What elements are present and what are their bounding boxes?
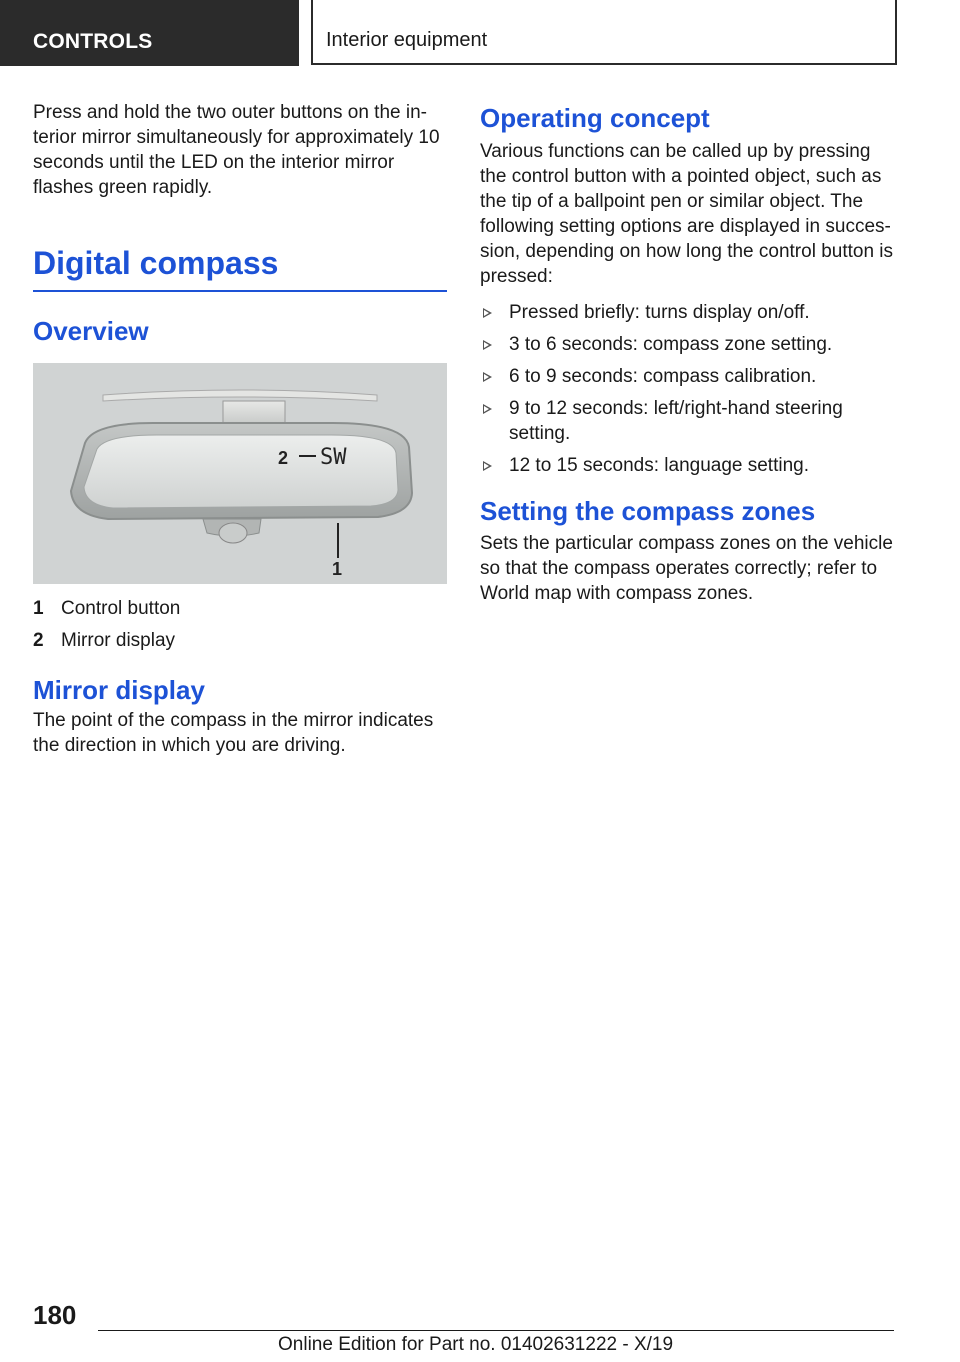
figure-legend [33, 593, 447, 657]
legend-number: 1 [33, 598, 44, 619]
header-section-label: CONTROLS [33, 30, 153, 53]
operating-concept-heading: Operating concept [480, 103, 710, 133]
callout-1: 1 [332, 559, 343, 579]
list-item: 6 to 9 seconds: compass calibration. [480, 364, 900, 389]
overview-heading: Overview [33, 316, 149, 346]
legend-number: 2 [33, 630, 44, 651]
left-column [33, 100, 447, 758]
triangle-bullet-icon [483, 308, 492, 318]
triangle-bullet-icon [483, 461, 492, 471]
legend-label: Control button [61, 598, 181, 619]
compass-display-text: SW [320, 445, 347, 470]
footer-rule [98, 1330, 894, 1331]
mirror-display-paragraph: The point of the compass in the mirror indicates the direction in which you are driving. [33, 710, 434, 756]
duration-list [480, 300, 900, 478]
list-item: 3 to 6 seconds: compass zone setting. [480, 332, 900, 357]
header-chapter-label: Interior equipment [326, 29, 488, 51]
mirror-illustration [33, 363, 447, 584]
header-chapter-box [311, 0, 897, 65]
callout-2: 2 [278, 448, 289, 468]
operating-concept-paragraph: Various functions can be called up by pressing the control button with a pointed object, such as the tip of a ballpoint pen or similar object. The following setting options are displayed in succession, depending on how long the control button is pressed: [480, 141, 894, 287]
intro-paragraph: Press and hold the two outer buttons on the interior mirror simultaneously for approximately 10 seconds until the LED on the interior mirror flashes green rapidly. [33, 102, 440, 198]
header-section-tab [0, 0, 299, 66]
triangle-bullet-icon [483, 404, 492, 414]
triangle-bullet-icon [483, 340, 492, 350]
compass-zones-paragraph: Sets the particular compass zones on the vehicle so that the compass operates correctly; refer to World map with compass zones. [480, 533, 893, 604]
mirror-icon [33, 363, 447, 584]
list-item: Pressed briefly: turns display on/off. [480, 300, 900, 325]
list-item: 12 to 15 seconds: language setting. [480, 453, 900, 478]
footer-edition: Online Edition for Part no. 01402631222 - X/19 [278, 1334, 674, 1355]
legend-item [33, 625, 447, 657]
mirror-display-heading: Mirror display [33, 675, 205, 705]
digital-compass-heading: Digital compass [33, 245, 279, 281]
list-item: 9 to 12 seconds: left/right-hand steering setting. [480, 396, 869, 446]
right-column [480, 100, 900, 606]
page-number: 180 [33, 1300, 77, 1330]
heading-rule [33, 290, 447, 292]
triangle-bullet-icon [483, 372, 492, 382]
legend-label: Mirror display [61, 630, 176, 651]
compass-zones-heading: Setting the compass zones [480, 496, 816, 526]
legend-item [33, 593, 447, 625]
